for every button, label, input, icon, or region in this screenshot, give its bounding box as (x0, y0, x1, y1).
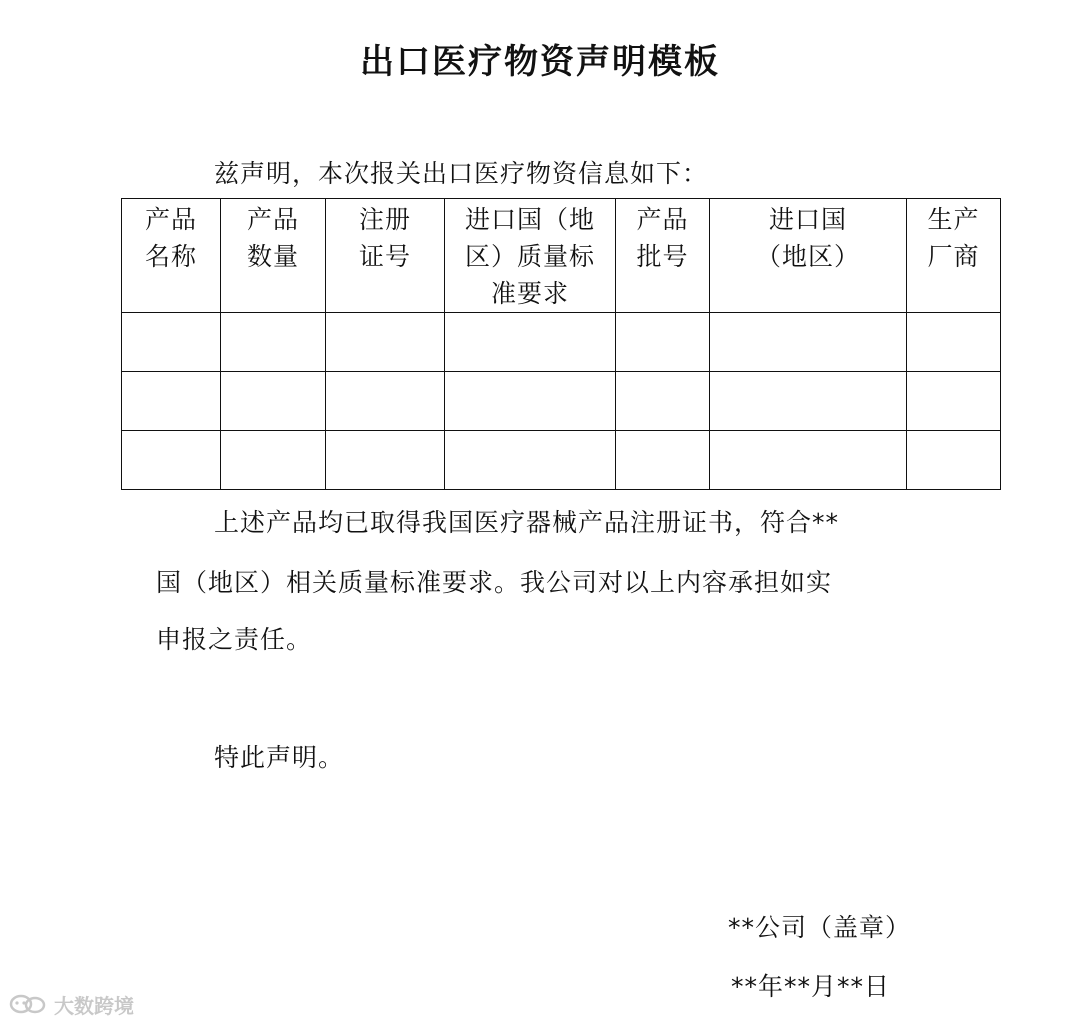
table-cell[interactable] (221, 313, 326, 372)
table-row (122, 372, 1001, 431)
statement-line-1: 上述产品均已取得我国医疗器械产品注册证书，符合** (214, 508, 840, 537)
table-cell[interactable] (221, 431, 326, 490)
header-registration-number: 注册证号 (326, 199, 445, 313)
header-manufacturer: 生产厂商 (907, 199, 1001, 313)
table-cell[interactable] (122, 372, 221, 431)
watermark-text: 大数跨境 (54, 993, 134, 1018)
table-cell[interactable] (445, 313, 616, 372)
table-cell[interactable] (221, 372, 326, 431)
table-cell[interactable] (326, 313, 445, 372)
declaration-table (121, 198, 1001, 490)
table-cell[interactable] (326, 431, 445, 490)
document-title: 出口医疗物资声明模板 (360, 42, 720, 82)
table-row (122, 431, 1001, 490)
watermark (8, 990, 134, 1018)
header-batch-number: 产品批号 (616, 199, 710, 313)
table-cell[interactable] (907, 372, 1001, 431)
table-cell[interactable] (616, 372, 710, 431)
date-line: **年**月**日 (731, 972, 891, 1001)
statement-line-3: 申报之责任。 (156, 625, 313, 654)
table-row (122, 313, 1001, 372)
header-quality-standard: 进口国（地区）质量标准要求 (445, 199, 616, 313)
header-product-name: 产品名称 (122, 199, 221, 313)
table-cell[interactable] (326, 372, 445, 431)
header-import-country: 进口国（地区） (710, 199, 907, 313)
table-cell[interactable] (710, 372, 907, 431)
table-cell[interactable] (445, 431, 616, 490)
table-cell[interactable] (445, 372, 616, 431)
table-cell[interactable] (122, 313, 221, 372)
intro-text: 兹声明，本次报关出口医疗物资信息如下： (214, 159, 709, 188)
table-cell[interactable] (616, 313, 710, 372)
table-cell[interactable] (710, 313, 907, 372)
closing-text: 特此声明。 (214, 743, 345, 772)
table-cell[interactable] (907, 431, 1001, 490)
table-cell[interactable] (122, 431, 221, 490)
table-cell[interactable] (616, 431, 710, 490)
wechat-logo-icon (8, 992, 48, 1016)
table-cell[interactable] (710, 431, 907, 490)
table-cell[interactable] (907, 313, 1001, 372)
header-product-quantity: 产品数量 (221, 199, 326, 313)
table-header-row (122, 199, 1001, 313)
company-seal-line: **公司（盖章） (728, 913, 912, 942)
statement-line-2: 国（地区）相关质量标准要求。我公司对以上内容承担如实 (156, 568, 833, 597)
